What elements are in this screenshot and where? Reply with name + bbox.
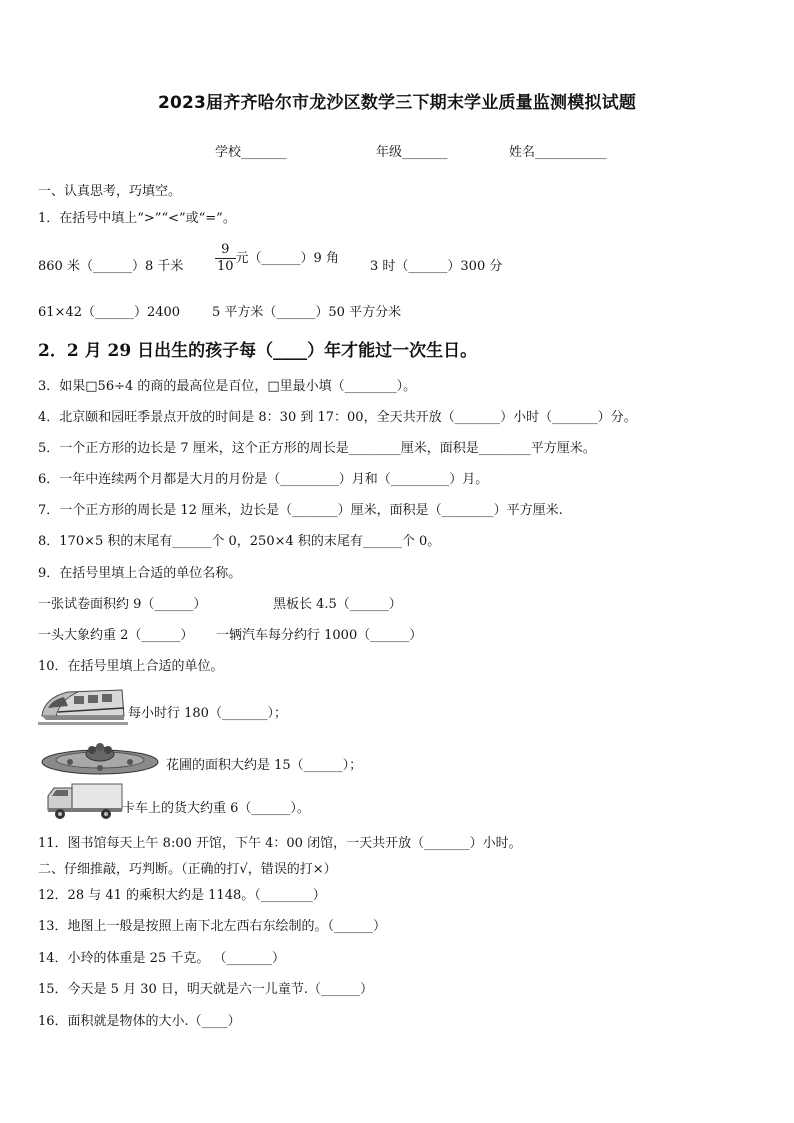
question-7: 7．一个正方形的周长是 12 厘米，边长是（_______）厘米，面积是（________）平方厘米. [38,503,563,518]
fraction-denominator: 10 [217,259,234,274]
question-13: 13．地图上一般是按照上南下北左西右东绘制的。（______） [38,919,387,934]
question-12: 12．28 与 41 的乘积大约是 1148。（________） [38,888,326,903]
fraction-numerator: 9 [215,242,236,259]
page-title: 2023届齐齐哈尔市龙沙区数学三下期末学业质量监测模拟试题 [157,93,637,113]
question-1e: 5 平方米（______）50 平方分米 [212,305,402,320]
grade-field[interactable]: 年级_______ [376,145,448,160]
question-14: 14．小玲的体重是 25 千克。 （_______） [38,951,285,966]
school-field[interactable]: 学校_______ [215,145,287,160]
question-10-stem: 10．在括号里填上合适的单位。 [38,659,224,674]
question-1b [215,242,339,275]
question-1-stem: 1．在括号中填上“>”“<”或“=”。 [38,211,236,226]
question-11: 11．图书馆每天上午 8:00 开馆，下午 4：00 闭馆，一天共开放（_______）小时。 [38,836,522,851]
question-1a: 860 米（______）8 千米 [38,259,184,274]
question-10a: 每小时行 180（_______）； [128,706,287,721]
question-15: 15．今天是 5 月 30 日，明天就是六一儿童节.（______） [38,982,374,997]
question-1c: 3 时（______）300 分 [370,259,503,274]
section-2-heading: 二、仔细推敲，巧判断。（正确的打√，错误的打×） [38,862,337,877]
question-6: 6．一年中连续两个月都是大月的月份是（_________）月和（_________）月。 [38,472,489,487]
question-10c: 卡车上的货大约重 6（______）。 [122,801,310,816]
question-9a: 一张试卷面积约 9（______） [38,597,207,612]
fraction-nine-tenths [215,242,236,275]
section-1-heading: 一、认真思考，巧填空。 [38,184,182,199]
question-3: 3．如果□56÷4 的商的最高位是百位，□里最小填（________）。 [38,379,417,394]
question-9-stem: 9．在括号里填上合适的单位名称。 [38,566,242,581]
name-field[interactable]: 姓名___________ [509,145,607,160]
question-9d: 一辆汽车每分约行 1000（______） [216,628,423,643]
train-icon [38,686,128,730]
question-10b: 花圃的面积大约是 15（______）； [166,758,363,773]
question-4: 4．北京颐和园旺季景点开放的时间是 8：30 到 17：00，全天共开放（_______）小时（_______）分。 [38,410,637,425]
question-8: 8．170×5 积的末尾有______个 0，250×4 积的末尾有______个 0。 [38,534,441,549]
truck-icon [44,780,124,822]
question-1d: 61×42（______）2400 [38,305,181,320]
question-1b-text: 元（______）9 角 [235,251,339,266]
question-2: 2．2 月 29 日出生的孩子每（____）年才能过一次生日。 [38,341,478,361]
flower-bed-icon [40,738,160,776]
question-16: 16．面积就是物体的大小.（____） [38,1014,241,1029]
question-9c: 一头大象约重 2（______） [38,628,194,643]
question-5: 5．一个正方形的边长是 7 厘米，这个正方形的周长是________厘米，面积是________平方厘米。 [38,441,596,456]
question-9b: 黑板长 4.5（______） [273,597,402,612]
